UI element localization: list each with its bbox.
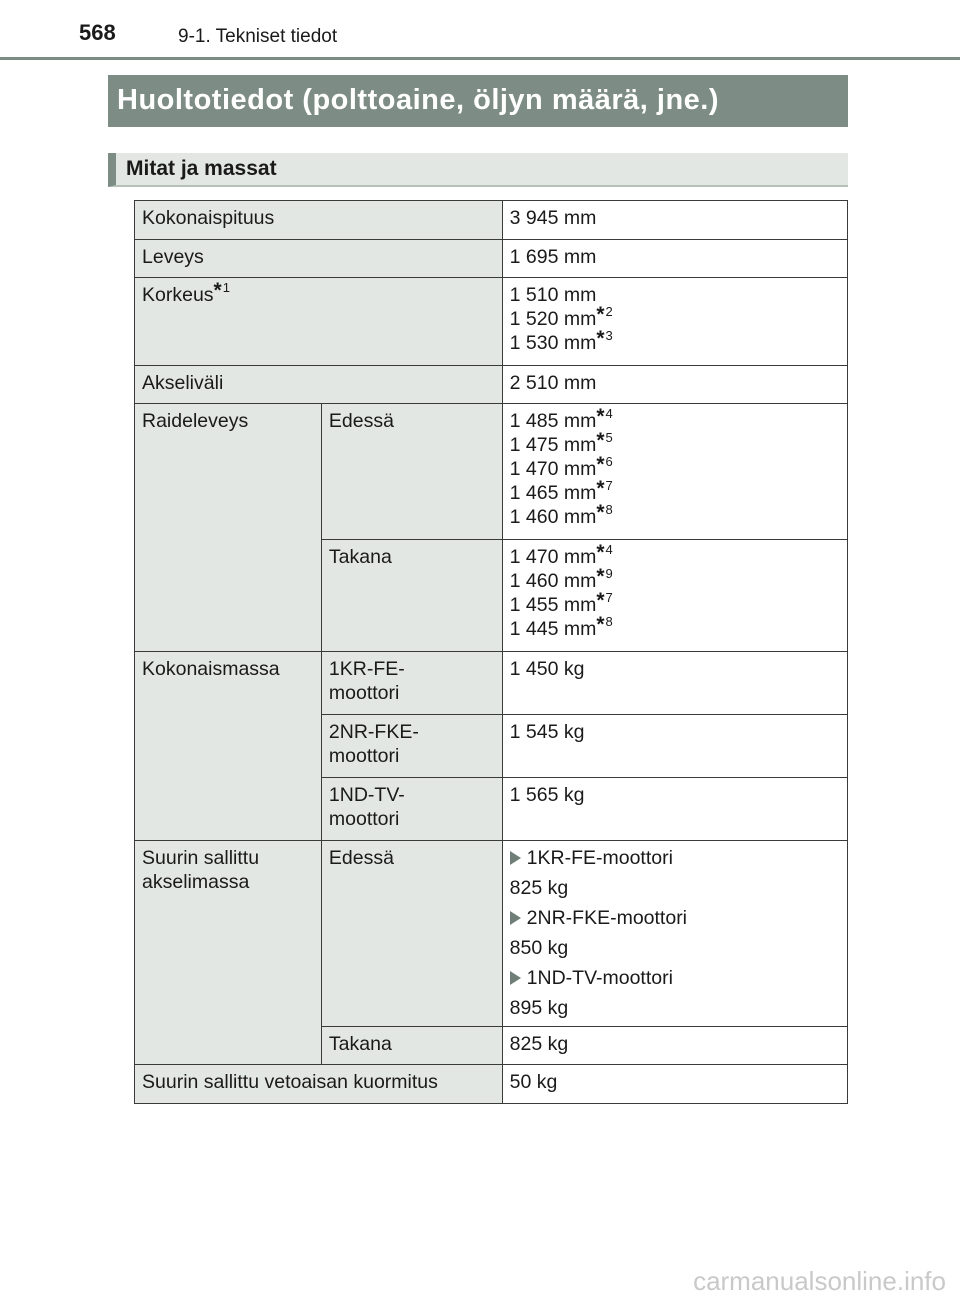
value-line [509, 541, 840, 569]
row-value: 2 510 mm [502, 366, 847, 404]
page-header [0, 0, 960, 60]
value-line [509, 565, 840, 593]
engine-line: moottori [328, 808, 400, 830]
footnote-number: 4 [605, 542, 613, 557]
value-line [509, 501, 840, 529]
value-list [509, 405, 840, 529]
engine-line: moottori [328, 682, 400, 704]
engine-line: 1KR-FE- [328, 658, 405, 680]
sub-label [321, 652, 502, 715]
value-text: 1 455 mm [509, 594, 597, 616]
footnote-number: 8 [605, 502, 613, 517]
engine-item [510, 906, 840, 930]
engine-item [510, 846, 840, 870]
sub-label: Takana [321, 540, 502, 652]
engine-name: 2NR-FKE-moottori [526, 907, 688, 929]
mass-value: 825 kg [509, 877, 569, 899]
mass-value: 850 kg [509, 937, 569, 959]
row-value: 1 545 kg [502, 715, 847, 778]
value-text: 1 445 mm [509, 618, 597, 640]
label-text: Korkeus [142, 284, 214, 306]
value-line [509, 429, 840, 457]
footnote-star: * [596, 405, 605, 428]
footnote-number: 4 [605, 406, 613, 421]
value-text: 1 460 mm [509, 570, 597, 592]
row-value: 1 695 mm [502, 240, 847, 278]
footnote-star: * [596, 541, 605, 564]
row-value: 3 945 mm [502, 201, 847, 240]
subsection-title: Mitat ja massat [108, 153, 848, 187]
table-row [135, 240, 848, 278]
value-line [509, 303, 840, 331]
sub-label: Takana [321, 1027, 502, 1065]
sub-label: Edessä [321, 404, 502, 540]
row-label [135, 841, 322, 1065]
value-line [509, 405, 840, 433]
label-line: Suurin sallittu [142, 847, 260, 869]
label-line: akselimassa [142, 871, 250, 893]
value-text: 1 465 mm [509, 482, 597, 504]
footnote-number: 9 [605, 566, 613, 581]
footnote-number: 8 [605, 614, 613, 629]
engine-item [510, 966, 840, 990]
row-label: Kokonaismassa [135, 652, 322, 841]
section-label: 9-1. Tekniset tiedot [178, 26, 338, 47]
table-row [135, 366, 848, 404]
value-list [510, 283, 840, 355]
value-text: 1 475 mm [509, 434, 597, 456]
engine-line: 2NR-FKE- [328, 721, 419, 743]
footnote-star: * [596, 303, 605, 326]
footnote-number: 7 [605, 478, 613, 493]
sub-label: Edessä [321, 841, 502, 1027]
row-value: 825 kg [502, 1027, 847, 1065]
dimensions-table [134, 200, 848, 1104]
row-value-list [502, 278, 847, 366]
value-text: 1 470 mm [509, 458, 597, 480]
footnote-number: 6 [605, 454, 613, 469]
footnote-star: * [596, 565, 605, 588]
footnote-star: * [213, 279, 222, 302]
row-label: Akseliväli [135, 366, 503, 404]
value-line [509, 477, 840, 505]
table-row [135, 652, 848, 715]
row-value: 1 450 kg [502, 652, 847, 715]
row-label: Suurin sallittu vetoaisan kuormitus [135, 1065, 503, 1104]
engine-name: 1ND-TV-moottori [526, 967, 673, 989]
value-line [509, 613, 840, 641]
triangle-bullet-icon [510, 911, 521, 925]
value-text: 1 520 mm [509, 308, 597, 330]
footnote-number: 7 [605, 590, 613, 605]
triangle-bullet-icon [510, 851, 521, 865]
row-label: Raideleveys [135, 404, 322, 652]
table-row [135, 201, 848, 240]
value-text: 1 460 mm [509, 506, 597, 528]
engine-line: moottori [328, 745, 400, 767]
value-text: 1 530 mm [509, 332, 597, 354]
row-value: 50 kg [502, 1065, 847, 1104]
value-text: 1 510 mm [509, 284, 597, 306]
footnote-number: 3 [605, 328, 613, 343]
page-number: 568 [79, 20, 116, 45]
value-line [509, 589, 840, 617]
header-rule [0, 57, 960, 60]
watermark: carmanualsonline.info [693, 1266, 946, 1296]
row-value-list [502, 404, 847, 540]
value-line [509, 327, 840, 355]
footnote-number: 5 [605, 430, 613, 445]
engine-line: 1ND-TV- [328, 784, 405, 806]
table-row [135, 404, 848, 540]
value-list [509, 541, 840, 641]
row-label [135, 278, 503, 366]
value-line [509, 453, 840, 481]
footnote-star: * [596, 613, 605, 636]
engine-name: 1KR-FE-moottori [526, 847, 673, 869]
footnote-number: 1 [222, 280, 230, 295]
footnote-star: * [596, 589, 605, 612]
value-line [510, 283, 840, 307]
sub-label [321, 715, 502, 778]
mass-value: 895 kg [509, 997, 569, 1019]
sub-label [321, 778, 502, 841]
table-row [135, 1065, 848, 1104]
row-value: 1 565 kg [502, 778, 847, 841]
footnote-star: * [596, 501, 605, 524]
footnote-star: * [596, 453, 605, 476]
row-label: Kokonaispituus [135, 201, 503, 240]
table-row [135, 278, 848, 366]
triangle-bullet-icon [510, 971, 521, 985]
value-text: 1 485 mm [509, 410, 597, 432]
row-label: Leveys [135, 240, 503, 278]
engine-list [510, 846, 840, 1020]
engine-mass-list [502, 841, 847, 1027]
page-title: Huoltotiedot (polttoaine, öljyn määrä, jne.) [108, 75, 848, 127]
footnote-star: * [596, 327, 605, 350]
value-text: 1 470 mm [509, 546, 597, 568]
footnote-number: 2 [605, 304, 613, 319]
row-value-list [502, 540, 847, 652]
footnote-star: * [596, 477, 605, 500]
table-row [135, 841, 848, 1027]
footnote-star: * [596, 429, 605, 452]
